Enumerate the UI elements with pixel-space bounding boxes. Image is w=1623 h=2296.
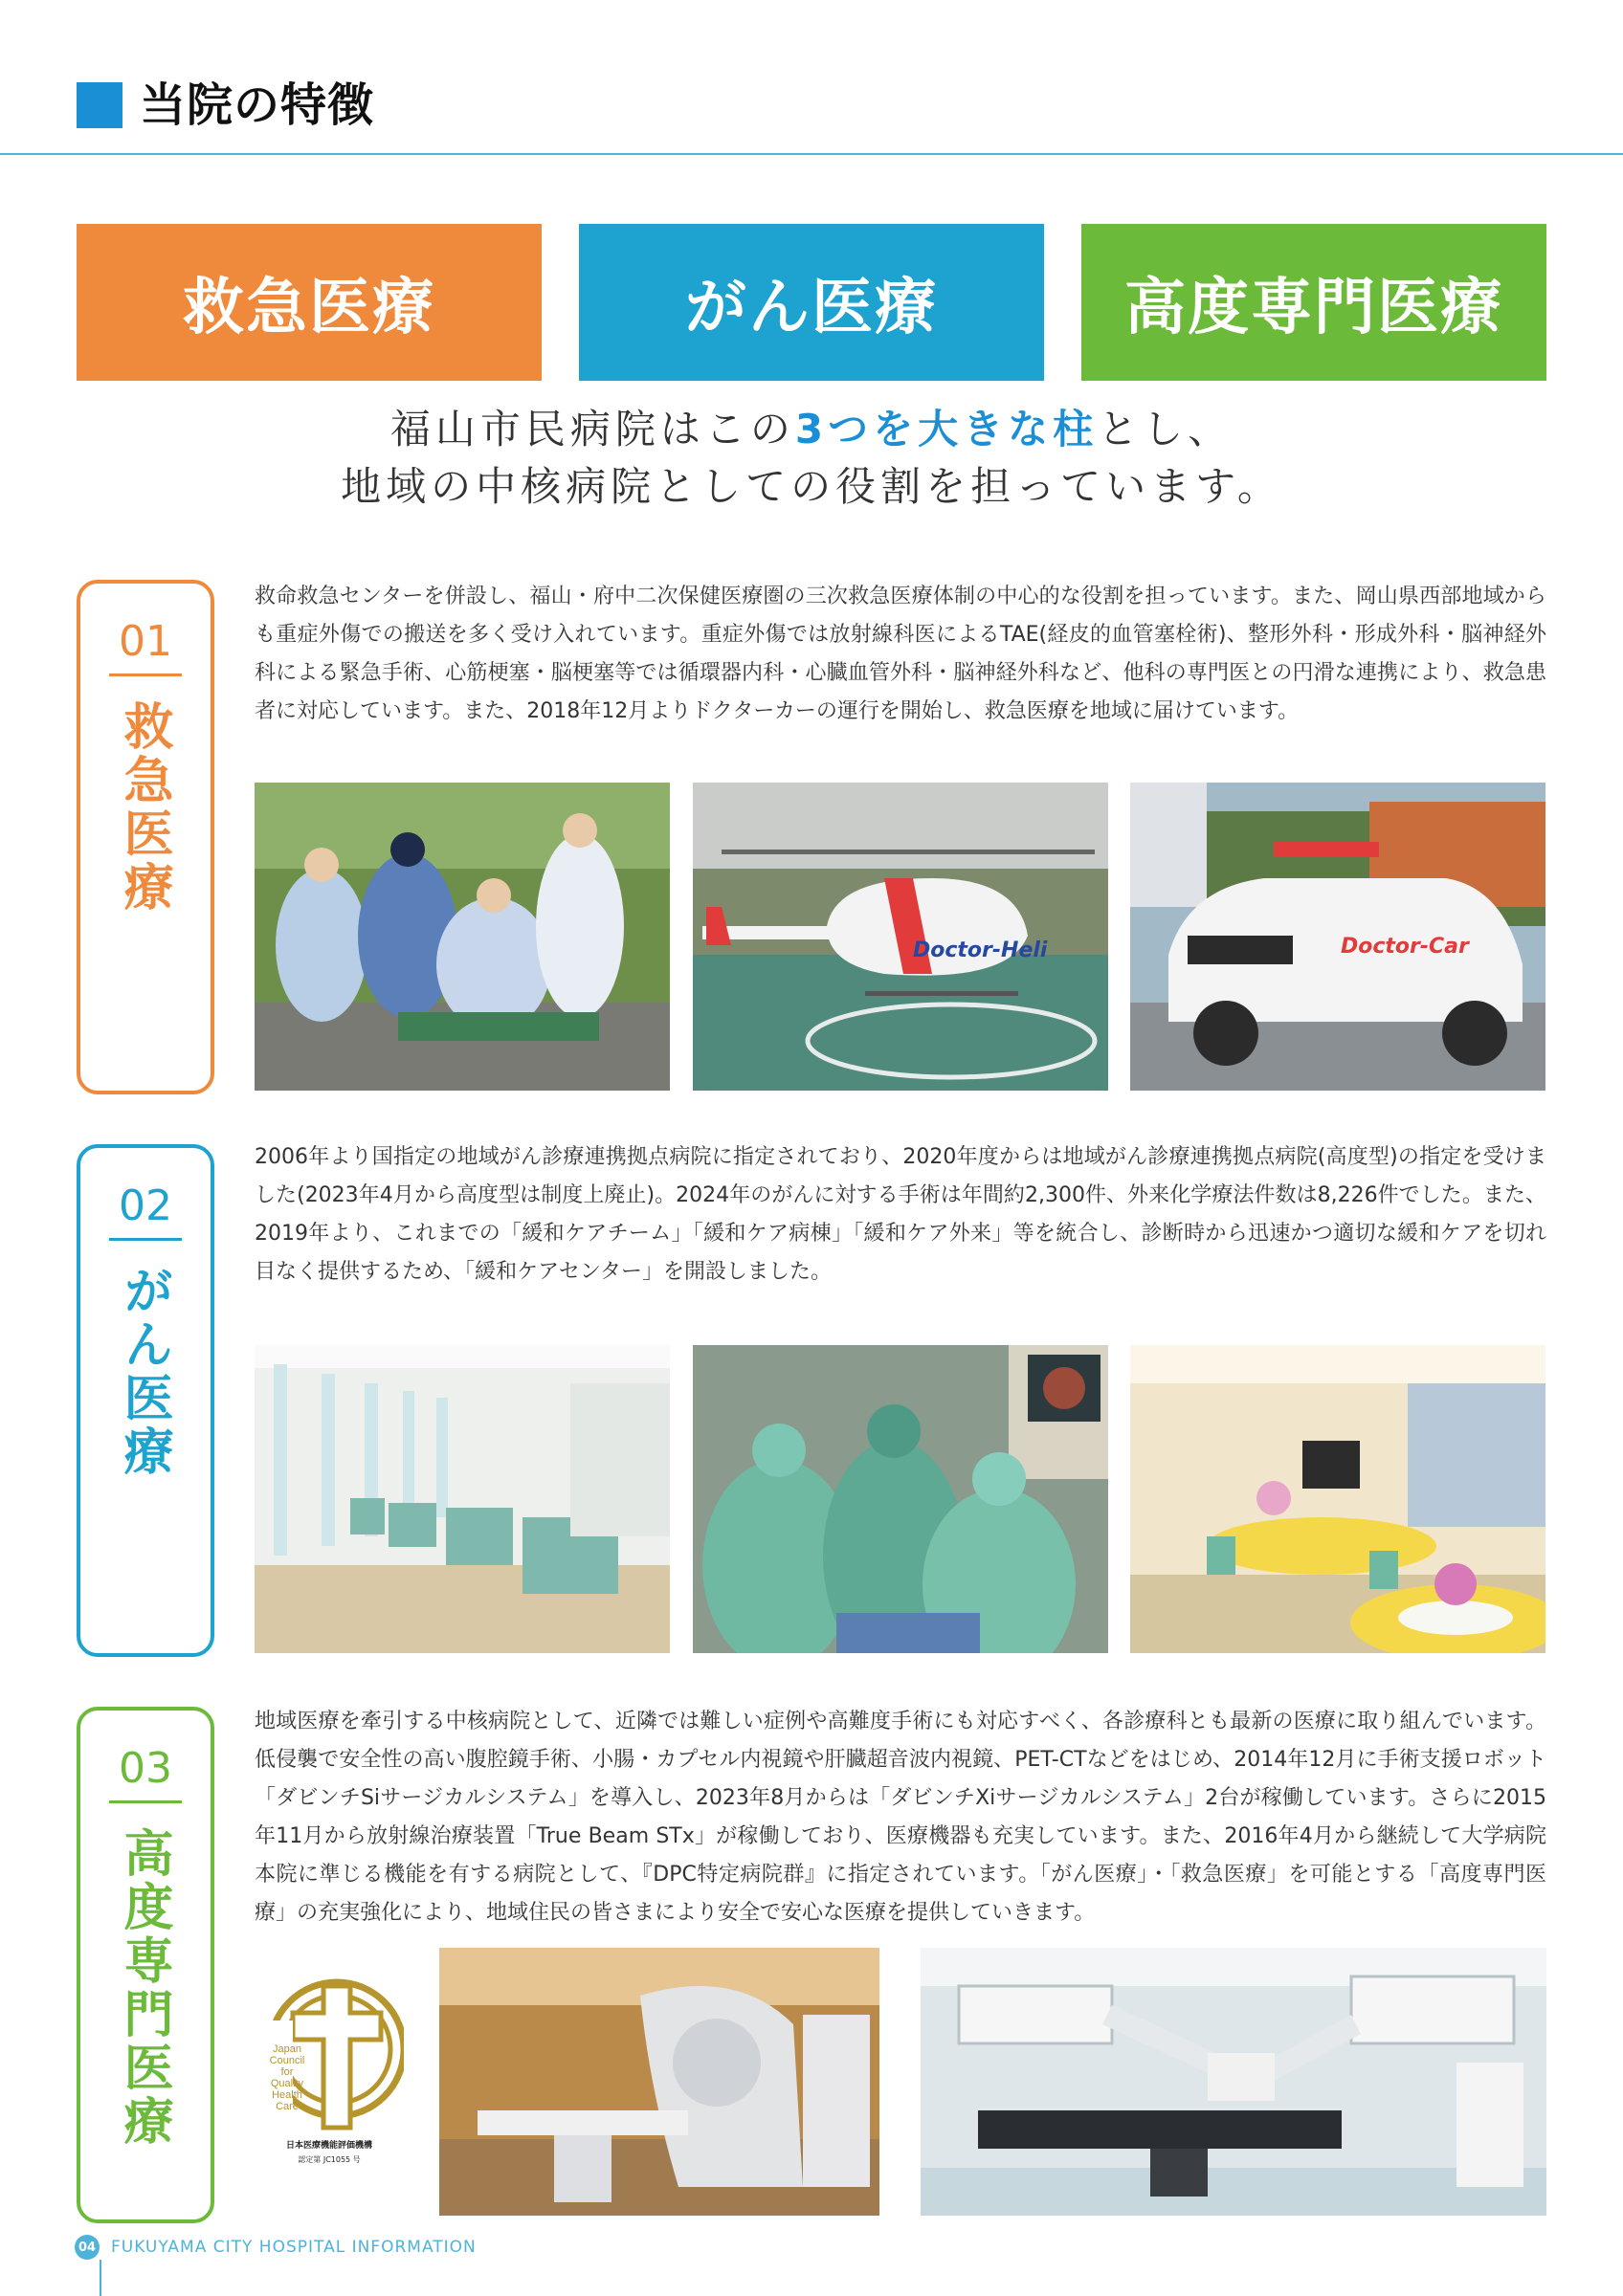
section-text-cancer: 2006年より国指定の地域がん診療連携拠点病院に指定されており、2020年度からは地域がん診療連携拠点病院(高度型)の指定を受けました(2023年4月から高度型は制度上廃止)。2024年のがんに対する手術は年間約2,300件、外来化学療法件数は8,226件でした。また、2019年より、これまでの「緩和ケアチーム」「緩和ケア病棟」「緩和ケア外来」等を統合し、診断時から迅速かつ適切な緩和ケアを切れ目なく提供するため、「緩和ケアセンター」を開設しました。 bbox=[255, 1145, 1546, 1284]
pillar-advanced: 高度専門医療 bbox=[1081, 224, 1546, 381]
section-tab-cancer bbox=[77, 1144, 214, 1657]
section-text-advanced: 地域医療を牽引する中核病院として、近隣では難しい症例や高難度手術にも対応すべく、各診療科とも最新の医療に取り組んでいます。低侵襲で安全性の高い腹腔鏡手術、小腸・カプセル内視鏡や肝臓超音波内視鏡、PET-CTなどをはじめ、2014年12月に手術支援ロボット「ダビンチSiサージカルシステム」を導入し、2023年8月からは「ダビンチXiサージカルシステム」2台が稼働しています。さらに2015年11月から放射線治療装置「True Beam STx」が稼働しており、医療機器も充実しています。また、2016年4月から継続して大学病院本院に準じる機能を有する病院として、『DPC特定病院群』に指定されています。「がん医療」・「救急医療」を可能とする「高度専門医療」の充実強化により、地域住民の皆さまにより安全で安心な医療を提供していきます。 bbox=[255, 1710, 1546, 1925]
section-rule bbox=[109, 1800, 182, 1803]
section-number: 02 bbox=[119, 1181, 172, 1230]
logo-org: 日本医療機能評価機構 bbox=[285, 2141, 372, 2151]
davinci-robot-photo bbox=[921, 1948, 1546, 2216]
doctor-heli-photo bbox=[693, 783, 1108, 1091]
footer-divider bbox=[100, 2260, 101, 2296]
doctor-car-photo bbox=[1130, 783, 1545, 1091]
logo-text: Japan Council for Quality Health Care bbox=[269, 2043, 305, 2112]
logo-cert: 認定第 JC1055 号 bbox=[298, 2155, 361, 2164]
heli-label: Doctor-Heli bbox=[913, 938, 1048, 962]
header-divider bbox=[0, 153, 1623, 155]
section-title: 高度専門医療 bbox=[115, 1827, 172, 2149]
section-text-emergency: 救命救急センターを併設し、福山・府中二次保健医療圏の三次救急医療体制の中心的な役割を担っています。また、岡山県西部地域からも重症外傷での搬送を多く受け入れています。重症外傷では放射線科医によるTAE(経皮的血管塞栓術)、整形外科・形成外科・脳神経外科による緊急手術、心筋梗塞・脳梗塞等では循環器内科・心臓血管外科・脳神経外科など、他科の専門医との円滑な連携により、救急患者に対応しています。また、2018年12月よりドクターカーの運行を開始し、救急医療を地域に届けています。 bbox=[255, 585, 1546, 723]
section-number: 03 bbox=[119, 1744, 172, 1793]
palliative-lounge-photo bbox=[1130, 1345, 1545, 1653]
radiotherapy-photo bbox=[439, 1948, 879, 2216]
car-label: Doctor-Car bbox=[1341, 935, 1469, 959]
section-tab-emergency bbox=[77, 580, 214, 1094]
header-square-icon bbox=[77, 82, 122, 128]
intro-highlight: 3つを大きな柱 bbox=[794, 406, 1099, 453]
emergency-team-photo bbox=[255, 783, 670, 1091]
intro-line-1: 福山市民病院はこの3つを大きな柱とし、 bbox=[389, 406, 1234, 453]
pillar-cancer: がん医療 bbox=[579, 224, 1044, 381]
footer-text: FUKUYAMA CITY HOSPITAL INFORMATION bbox=[111, 2238, 477, 2257]
intro-line-2: 地域の中核病院としての役割を担っています。 bbox=[341, 463, 1282, 510]
section-rule bbox=[109, 1238, 182, 1241]
section-title: がん医療 bbox=[115, 1265, 172, 1479]
jcqhc-logo bbox=[255, 1975, 404, 2177]
page-title: 当院の特徴 bbox=[140, 78, 375, 132]
pillar-emergency: 救急医療 bbox=[77, 224, 542, 381]
surgery-photo bbox=[693, 1345, 1108, 1653]
page-number-badge: 04 bbox=[75, 2235, 100, 2260]
chemotherapy-room-photo bbox=[255, 1345, 670, 1653]
section-tab-advanced bbox=[77, 1707, 214, 2223]
section-number: 01 bbox=[119, 617, 172, 666]
section-title: 救急医療 bbox=[115, 700, 172, 915]
section-rule bbox=[109, 673, 182, 676]
